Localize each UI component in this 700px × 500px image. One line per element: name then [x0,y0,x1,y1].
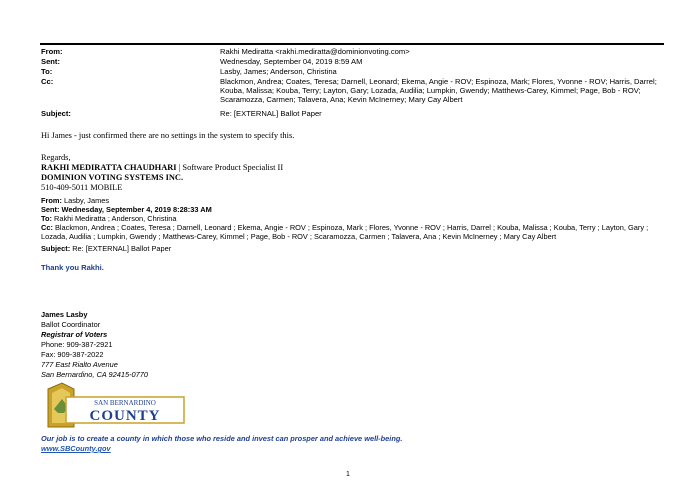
sent-label: Sent: [41,57,60,66]
sender-signature-phone: 510-409-5011 MOBILE [41,183,123,192]
quoted-from-value: Lasby, James [64,196,110,205]
sender-signature-company: DOMINION VOTING SYSTEMS INC. [41,173,184,182]
to-label: To: [41,67,53,76]
cc-label: Cc: [41,77,54,86]
quoted-sent-label: Sent: [41,205,60,214]
header-rule [40,43,664,45]
signature-fax: Fax: 909-387-2022 [41,350,104,359]
subject-value: Re: [EXTERNAL] Ballot Paper [220,109,322,118]
to-value: Lasby, James; Anderson, Christina [220,67,337,76]
quoted-from-row [41,196,651,205]
signature-title: Ballot Coordinator [41,320,101,329]
quoted-subject-value: Re: [EXTERNAL] Ballot Paper [72,244,172,253]
quoted-to-row [41,214,651,223]
quoted-cc-label: Cc: [41,223,53,232]
subject-label: Subject: [41,109,71,118]
logo-main-text: COUNTY [89,408,161,424]
regards-line: Regards, [41,153,71,162]
signature-street: 777 East Rialto Avenue [41,360,118,369]
sender-signature-title: | Software Product Specialist II [176,163,284,172]
signature-phone: Phone: 909-387-2921 [41,340,113,349]
quoted-sent-value: Wednesday, September 4, 2019 8:28:33 AM [61,205,212,214]
county-website-link[interactable]: www.SBCounty.gov [41,444,111,453]
from-label: From: [41,47,63,56]
quoted-subject-label: Subject: [41,244,71,253]
quoted-to-label: To: [41,214,52,223]
quoted-from-label: From: [41,196,62,205]
county-motto: Our job is to create a county in which those who reside and invest can prosper and achieve well-being. [41,434,403,443]
quoted-cc-row [41,223,651,241]
quoted-cc-value: Blackmon, Andrea ; Coates, Teresa ; Darnell, Leonard ; Ekema, Angie - ROV ; Espinoza, Mark ; Flores, Yvonne - ROV ; Harris, Darrel ; Kouba, Malissa ; Kouba, Terry ; Layton, Gary ; Lozada, Audilia ; Lumpkin, Gwendy ; Matthews-Carey, Kimmel ; Page, Bob - ROV ; Scaramozza, Carmen ; Talavera, Ana ; Kevin McInerney ; Mary Cay Albert [41,223,649,242]
sender-signature-name: RAKHI MEDIRATTA CHAUDHARI [41,163,177,172]
sender-signature-name-line [41,163,283,173]
signature-city: San Bernardino, CA 92415-0770 [41,370,148,379]
county-logo [44,379,190,431]
quoted-sent-row [41,205,651,214]
page-number: 1 [346,471,350,478]
sent-value: Wednesday, September 04, 2019 8:59 AM [220,57,363,66]
signature-office: Registrar of Voters [41,330,108,339]
quoted-to-value: Rakhi Mediratta ; Anderson, Christina [54,214,177,223]
quoted-subject-row [41,244,651,253]
signature-name: James Lasby [41,310,88,319]
cc-value: Blackmon, Andrea; Coates, Teresa; Darnell, Leonard; Ekema, Angie - ROV; Espinoza, Mark; Flores, Yvonne - ROV; Harris, Darrel; Kouba, Malissa; Kouba, Terry; Layton, Gary; Lozada, Audilia; Lumpkin, Gwendy; Matthews-Carey, Kimmel; Page, Bob - ROV; Scaramozza, Carmen; Talavera, Ana; Kevin McInerney; Mary Cay Albert [220,77,657,105]
from-value: Rakhi Mediratta <rakhi.mediratta@dominionvoting.com> [220,47,410,56]
logo-top-text: SAN BERNARDINO [94,399,156,407]
quoted-body: Thank you Rakhi. [41,263,104,272]
message-body: Hi James - just confirmed there are no settings in the system to specify this. [41,131,295,140]
